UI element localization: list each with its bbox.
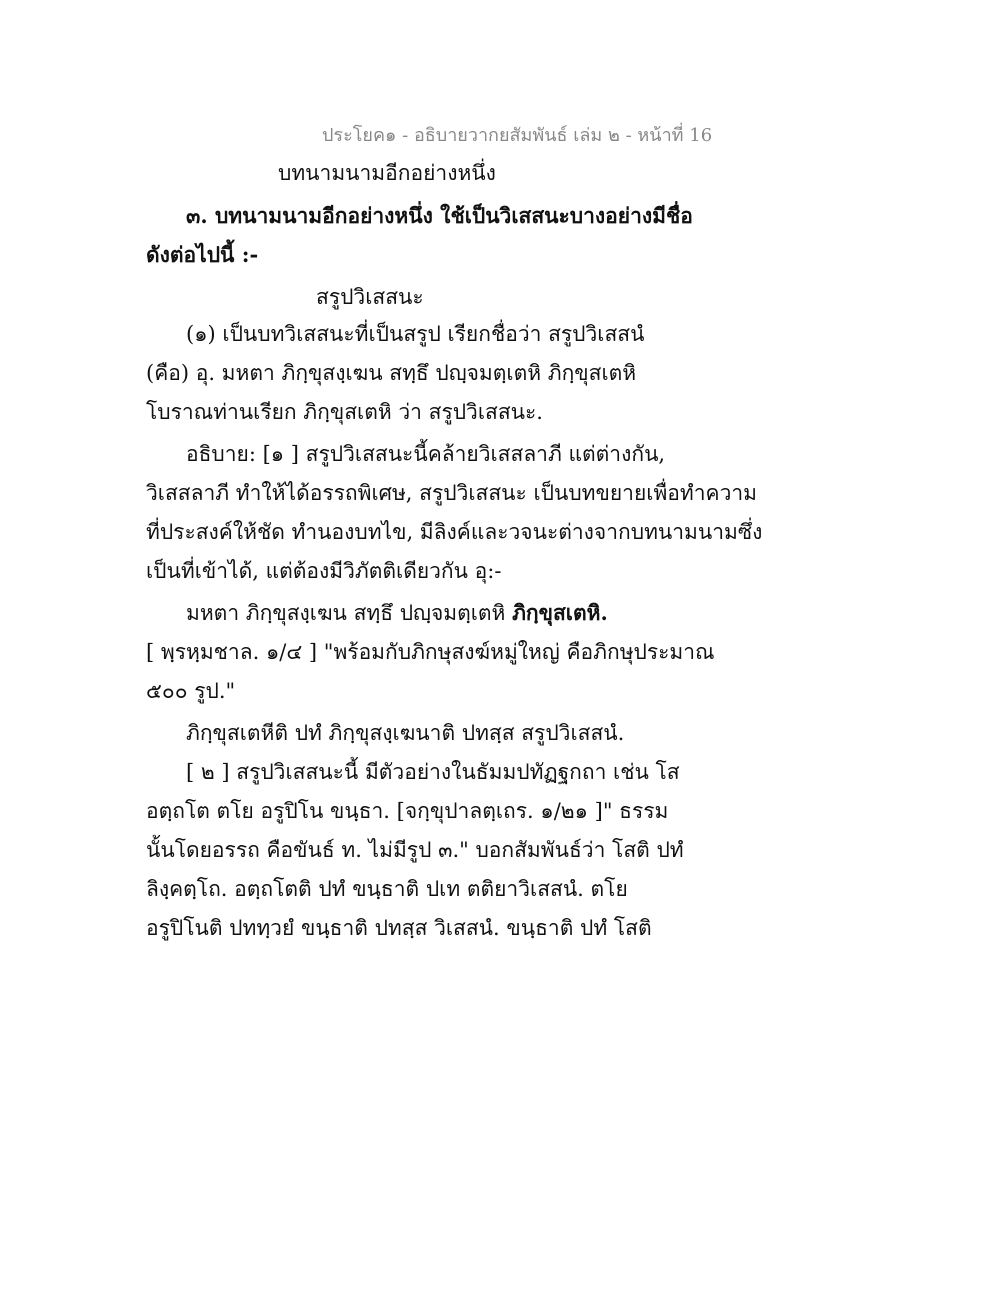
body-line: เป็นที่เข้าได้, แต่ต้องมีวิภัตติเดียวกัน อุ:- bbox=[146, 559, 502, 583]
body-line: [ พฺรหฺมชาล. ๑/๔ ] "พร้อมกับภิกษุสงฆ์หมู่ใหญ่ คือภิกษุประมาณ bbox=[146, 640, 715, 664]
body-line: (คือ) อุ. มหตา ภิกฺขุสงฺเฆน สทฺธึ ปญฺจมตฺเตหิ ภิกฺขุสเตหิ bbox=[146, 361, 637, 385]
section-heading: บทนามนามอีกอย่างหนึ่ง bbox=[278, 161, 496, 185]
example-line bbox=[186, 599, 608, 627]
body-line: (๑) เป็นบทวิเสสนะที่เป็นสรูป เรียกชื่อว่า สรูปวิเสสนํ bbox=[186, 322, 645, 346]
body-line: นั้นโดยอรรถ คือขันธ์ ท. ไม่มีรูป ๓." บอกสัมพันธ์ว่า โสติ ปทํ bbox=[146, 838, 684, 862]
body-line: ภิกฺขุสเตหีติ ปทํ ภิกฺขุสงฺเฆนาติ ปทสฺส สรูปวิเสสนํ. bbox=[186, 721, 625, 745]
body-line: ๕๐๐ รูป." bbox=[146, 679, 236, 703]
paragraph-line: ดังต่อไปนี้ :- bbox=[146, 242, 259, 267]
paragraph-line: ๓. บทนามนามอีกอย่างหนึ่ง ใช้เป็นวิเสสนะบางอย่างมีชื่อ bbox=[186, 203, 693, 228]
body-line: ที่ประสงค์ให้ชัด ทำนองบทไข, มีลิงค์และวจนะต่างจากบทนามนามซึ่ง bbox=[146, 520, 763, 544]
example-bold-text: ภิกฺขุสเตหิ. bbox=[512, 600, 608, 625]
page-header: ประโยค๑ - อธิบายวากยสัมพันธ์ เล่ม ๒ - หน้าที่ 16 bbox=[322, 125, 713, 146]
section-heading: สรูปวิเสสนะ bbox=[316, 285, 424, 309]
body-line: ลิงฺคตฺโถ. อตฺถโตติ ปทํ ขนฺธาติ ปเท ตติยาวิเสสนํ. ตโย bbox=[146, 877, 628, 901]
body-line: อรูปิโนติ ปททฺวยํ ขนฺธาติ ปทสฺส วิเสสนํ. ขนฺธาติ ปทํ โสติ bbox=[146, 916, 652, 940]
example-text: มหตา ภิกฺขุสงฺเฆน สทฺธึ ปญฺจมตฺเตหิ bbox=[186, 601, 513, 625]
body-line: อตฺถโต ตโย อรูปิโน ขนฺธา. [จกฺขุปาลตฺเถร. ๑/๒๑ ]" ธรรม bbox=[146, 799, 669, 823]
body-line: [ ๒ ] สรูปวิเสสนะนี้ มีตัวอย่างในธัมมปทัฏฐกถา เช่น โส bbox=[186, 760, 680, 784]
body-line: โบราณท่านเรียก ภิกฺขุสเตหิ ว่า สรูปวิเสสนะ. bbox=[146, 400, 543, 424]
body-line: วิเสสลาภี ทำให้ได้อรรถพิเศษ, สรูปวิเสสนะ เป็นบทขยายเพื่อทำความ bbox=[146, 481, 758, 505]
body-line: อธิบาย: [๑ ] สรูปวิเสสนะนี้คล้ายวิเสสลาภี แต่ต่างกัน, bbox=[186, 442, 666, 466]
